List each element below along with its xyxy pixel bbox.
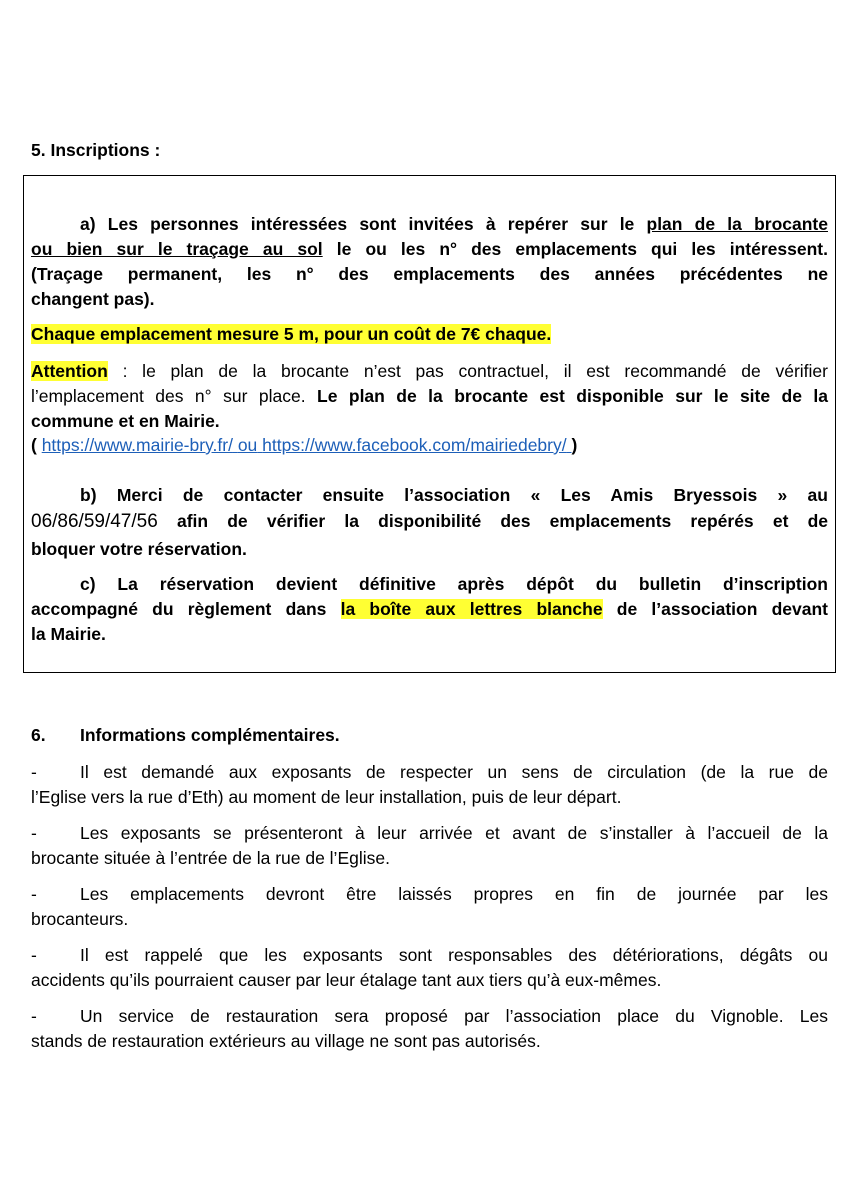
links-line: ( https://www.mairie-bry.fr/ ou https://www.facebook.com/mairiedebry/ ) xyxy=(31,435,578,455)
item-a-line-2: ou bien sur le traçage au sol le ou les n° des emplacements qui les intéressent. xyxy=(31,239,828,259)
info-item-5-line-2: stands de restauration extérieurs au village ne sont pas autorisés. xyxy=(31,1031,541,1051)
price-line: Chaque emplacement mesure 5 m, pour un coût de 7€ chaque. xyxy=(31,324,552,344)
info-item-4-line-1: - Il est rappelé que les exposants sont responsables des détériorations, dégâts ou xyxy=(31,945,828,965)
item-c-line-2: accompagné du règlement dans la boîte aux lettres blanche de l’association devant xyxy=(31,599,829,619)
plan-link-text: plan de la brocante xyxy=(646,214,828,234)
section-6-heading: 6. Informations complémentaires. xyxy=(31,725,340,745)
attention-label: Attention xyxy=(31,361,108,381)
info-item-4-line-2: accidents qu’ils pourraient causer par leur étalage tant aux tiers qu’à eux-mêmes. xyxy=(31,970,662,990)
item-a-line-1: a) Les personnes intéressées sont invitées à repérer sur le plan de la brocante xyxy=(80,214,828,234)
section-5-heading: 5. Inscriptions : xyxy=(31,140,161,160)
info-item-5-line-1: - Un service de restauration sera proposé par l’association place du Vignoble. Les xyxy=(31,1006,828,1026)
info-item-2-line-2: brocante située à l’entrée de la rue de l’Eglise. xyxy=(31,848,390,868)
item-b-line-1: b) Merci de contacter ensuite l’association « Les Amis Bryessois » au xyxy=(80,485,828,505)
info-item-1-line-1: - Il est demandé aux exposants de respecter un sens de circulation (de la rue de xyxy=(31,762,828,782)
item-c-line-3: la Mairie. xyxy=(31,624,106,644)
item-b-line-3: bloquer votre réservation. xyxy=(31,539,247,559)
attention-line-2: l’emplacement des n° sur place. Le plan de la brocante est disponible sur le site de la xyxy=(31,386,829,406)
phone-number: 06/86/59/47/56 xyxy=(31,511,158,532)
item-b-line-2: 06/86/59/47/56 afin de vérifier la disponibilité des emplacements repérés et de xyxy=(31,511,828,532)
facebook-link[interactable]: https://www.facebook.com/mairiedebry/ xyxy=(262,435,567,455)
attention-line-3: commune et en Mairie. xyxy=(31,411,220,431)
mairie-website-link[interactable]: https://www.mairie-bry.fr/ xyxy=(41,435,233,455)
info-item-2-line-1: - Les exposants se présenteront à leur arrivée et avant de s’installer à l’accueil de la xyxy=(31,823,828,843)
attention-line-1: Attention : le plan de la brocante n’est pas contractuel, il est recommandé de vérifier xyxy=(31,361,828,381)
info-item-1-line-2: l’Eglise vers la rue d’Eth) au moment de leur installation, puis de leur départ. xyxy=(31,787,622,807)
item-c-line-1: c) La réservation devient définitive après dépôt du bulletin d’inscription xyxy=(80,574,828,594)
info-item-3-line-1: - Les emplacements devront être laissés propres en fin de journée par les xyxy=(31,884,828,904)
item-a-line-3: (Traçage permanent, les n° des emplacements des années précédentes ne xyxy=(31,264,828,284)
info-item-3-line-2: brocanteurs. xyxy=(31,909,129,929)
item-a-line-4: changent pas). xyxy=(31,289,155,309)
